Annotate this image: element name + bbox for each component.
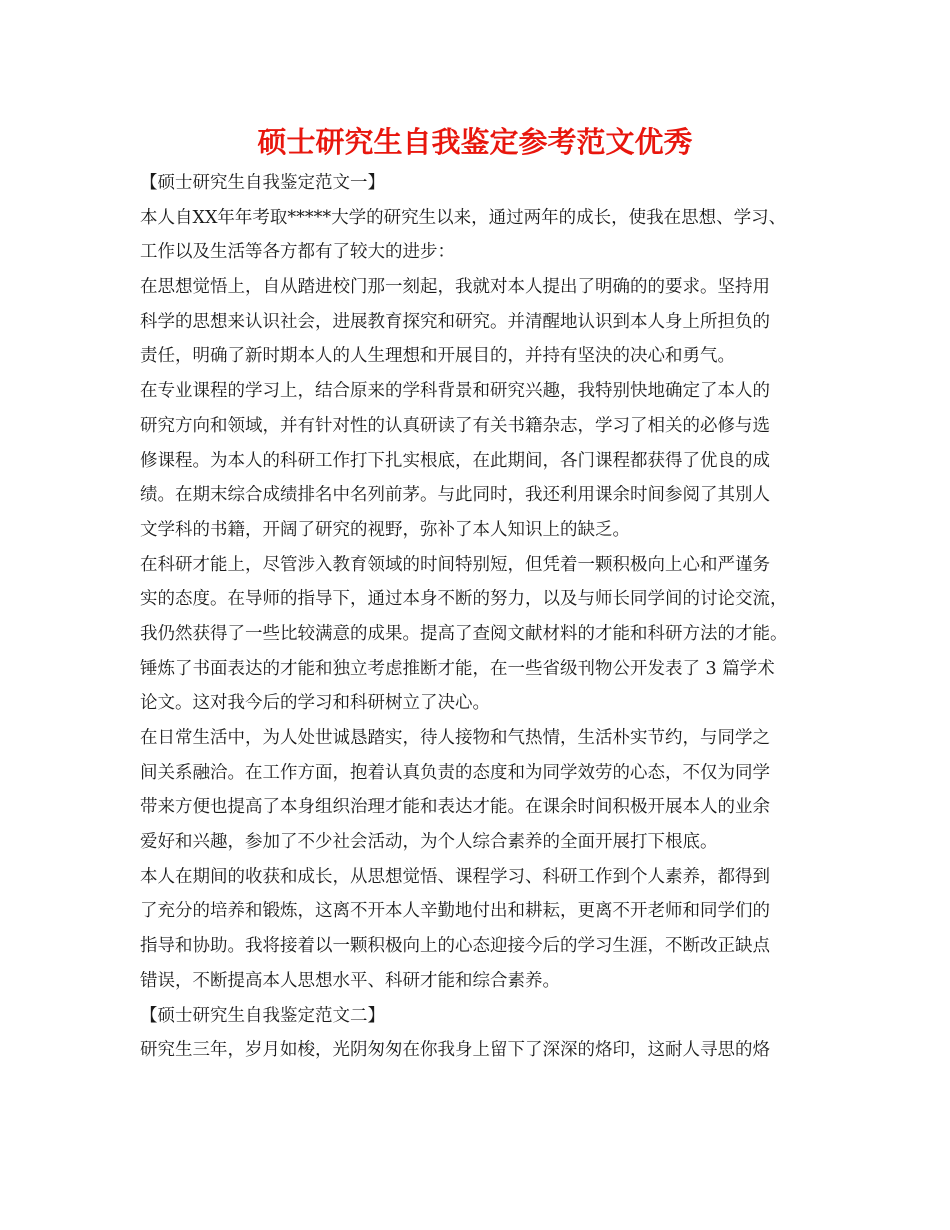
paragraph-line: 本人在期间的收获和成长，从思想觉悟、课程学习、科研工作到个人素养，都得到 bbox=[140, 866, 770, 887]
paragraph-line: 指导和协助。我将接着以一颗积极向上的心态迎接今后的学习生涯，不断改正缺点 bbox=[140, 936, 770, 957]
section-heading: 【硕士研究生自我鉴定范文一】 bbox=[140, 173, 385, 193]
paragraph-line: 了充分的培养和锻炼，这离不开本人辛勤地付出和耕耘，更离不开老师和同学们的 bbox=[140, 901, 770, 922]
paragraph-line: 修课程。为本人的科研工作打下扎实根底，在此期间，各门课程都获得了优良的成 bbox=[140, 450, 770, 471]
paragraph-line: 错误，不断提高本人思想水平、科研才能和综合素养。 bbox=[140, 970, 560, 991]
paragraph-line: 在思想觉悟上，自从踏进校门那一刻起，我就对本人提出了明确的的要求。坚持用 bbox=[140, 277, 770, 298]
paragraph-line: 研究生三年，岁月如梭，光阴匆匆在你我身上留下了深深的烙印，这耐人寻思的烙 bbox=[140, 1040, 770, 1061]
paragraph-line: 论文。这对我今后的学习和科研树立了决心。 bbox=[140, 693, 490, 714]
paragraph-line: 爱好和兴趣，参加了不少社会活动，为个人综合素养的全面开展打下根底。 bbox=[140, 832, 718, 853]
document-title: 硕士研究生自我鉴定参考范文优秀 bbox=[257, 125, 693, 159]
paragraph-line: 间关系融洽。在工作方面，抱着认真负责的态度和为同学效劳的心态，不仅为同学 bbox=[140, 762, 770, 783]
document-body bbox=[140, 166, 820, 1068]
paragraph-line: 我仍然获得了一些比较满意的成果。提高了查阅文献材料的才能和科研方法的才能。 bbox=[140, 623, 788, 644]
paragraph-line: 研究方向和领域，并有针对性的认真研读了有关书籍杂志，学习了相关的必修与选 bbox=[140, 415, 770, 436]
paragraph-line: 文学科的书籍，开阔了研究的视野，弥补了本人知识上的缺乏。 bbox=[140, 519, 630, 540]
paragraph-line: 责任，明确了新时期本人的人生理想和开展目的，并持有坚決的决心和勇气。 bbox=[140, 346, 735, 367]
paragraph-line: 本人自XX年年考取*****大学的研究生以来，通过两年的成长，使我在思想、学习、 bbox=[140, 207, 787, 228]
paragraph-line: 工作以及生活等各方都有了较大的进步： bbox=[140, 242, 455, 263]
paragraph-line: 在专业课程的学习上，结合原来的学科背景和研究兴趣，我特别快地确定了本人的 bbox=[140, 381, 770, 402]
paragraph-line: 科学的思想来认识社会，进展教育探究和研究。并清醒地认识到本人身上所担负的 bbox=[140, 311, 770, 332]
paragraph-line: 实的态度。在导师的指导下，通过本身不断的努力，以及与师长同学间的讨论交流， bbox=[140, 589, 788, 610]
paragraph-line: 锤炼了书面表达的才能和独立考虑推断才能，在一些省级刊物公开发表了 3 篇学术 bbox=[140, 658, 775, 679]
paragraph-line: 在科研才能上，尽管涉入教育领域的时间特别短，但凭着一颗积极向上心和严谨务 bbox=[140, 554, 770, 575]
section-heading: 【硕士研究生自我鉴定范文二】 bbox=[140, 1005, 385, 1026]
paragraph-line: 在日常生活中，为人处世诚恳踏实，待人接物和气热情，生活朴实节约，与同学之 bbox=[140, 728, 770, 748]
paragraph-line: 带来方便也提高了本身组织治理才能和表达才能。在课余时间积极开展本人的业余 bbox=[140, 797, 770, 818]
paragraph-line: 绩。在期末综合成绩排名中名列前茅。与此同时，我还利用课余时间参阅了其別人 bbox=[140, 485, 770, 506]
